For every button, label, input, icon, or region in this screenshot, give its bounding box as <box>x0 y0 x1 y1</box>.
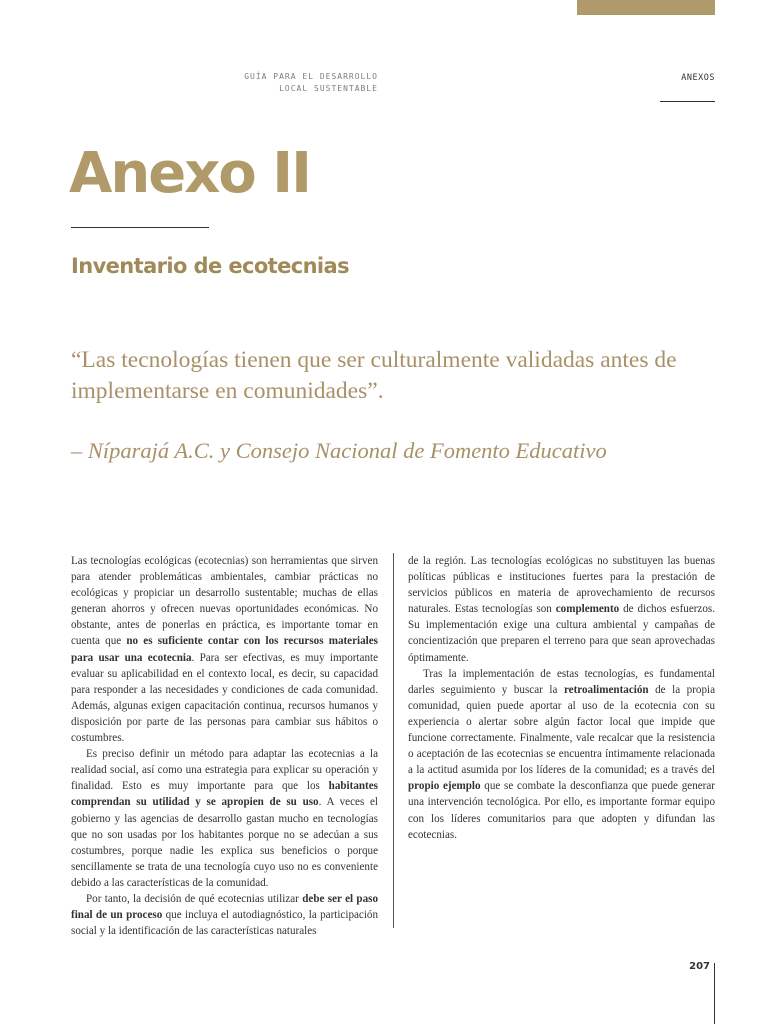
page-number: 207 <box>689 961 710 972</box>
body-left-column <box>71 553 378 939</box>
running-title-line2: LOCAL SUSTENTABLE <box>279 84 378 93</box>
section-rule <box>660 101 715 102</box>
running-title-line1: GUÍA PARA EL DESARROLLO <box>244 72 378 81</box>
body-right-column <box>408 553 715 843</box>
text-run: que se combate la desconfianza que puede generar una intervención tecnológica. Por ello, es importante formar equipo con los líderes comunitarios para que adopten y difundan las ecotecnias. <box>408 780 715 841</box>
body-paragraph <box>71 891 378 939</box>
section-label: ANEXOS <box>681 73 715 83</box>
text-run: Tras la implementación de estas tecnologías, es fundamental darles seguimiento y buscar la <box>408 667 715 696</box>
text-run: . A veces el gobierno y las agencias de desarrollo gastan mucho en tecnologías que no son usadas por los habitantes porque no se adecúan a sus costumbres, porque nadie les explica sus beneficios o porque sencillamente se trata de una tecnología cuyo uso no es conveniente debido a las características de la comunidad. <box>71 796 378 889</box>
page-number-rule <box>714 963 715 1024</box>
emphasis-text: propio ejemplo <box>408 780 481 793</box>
text-run: . Para ser efectivas, es muy importante evaluar su aplicabilidad en el contexto local, es decir, su capacidad para responder a las necesidades y condiciones de cada comunidad. Además, algunas exigen capacitación continua, recursos humanos y disposición por parte de las personas para cambiar sus hábitos o costumbres. <box>71 651 378 745</box>
header-accent-bar <box>577 0 715 15</box>
text-run: Por tanto, la decisión de qué ecotecnias utilizar <box>86 892 303 905</box>
emphasis-text: retroalimentación <box>563 683 649 696</box>
body-paragraph <box>408 553 715 666</box>
text-run: Las tecnologías ecológicas (ecotecnias) son herramientas que sirven para atender problemáticas ambientales, cambiar prácticas no ecológicas y propiciar un desarrollo sustentable; muchas de ellas generan ahorros y ofrecen nuevas oportunidades económicas. No obstante, antes de ponerlas en práctica, es importante tomar en cuenta que <box>71 555 378 648</box>
emphasis-text: habitantes comprendan su utilidad y se apropien de su uso <box>71 780 378 809</box>
body-paragraph <box>408 666 715 843</box>
emphasis-text: no es suficiente contar con los recursos materiales para usar una ecotecnia <box>71 635 378 664</box>
page-subtitle: Inventario de ecotecnias <box>71 254 350 278</box>
text-run: de la región. Las tecnologías ecológicas no substituyen las buenas políticas públicas e instituciones fuertes para la prestación de servicios públicos en materia de aprovechamiento de recursos naturales. Estas tecnologías son <box>408 555 715 616</box>
body-paragraph <box>71 553 378 746</box>
epigraph-quote: “Las tecnologías tienen que ser culturalmente validadas antes de implementarse en comunidades”. <box>71 347 677 404</box>
text-run: que incluya el autodiagnóstico, la participación social y la identificación de las características naturales <box>71 909 379 938</box>
text-run: Es preciso definir un método para adaptar las ecotecnias a la realidad social, así como una estrategia para explicar su operación y finalidad. Esto es muy importante para que los <box>71 748 378 793</box>
text-run: de dichos esfuerzos. Su implementación exige una cultura ambiental y campañas de concientización que preparen el terreno para que sean aprovechadas óptimamente. <box>408 603 715 664</box>
epigraph-attribution: – Níparajá A.C. y Consejo Nacional de Fomento Educativo <box>71 438 607 463</box>
title-rule <box>71 227 209 228</box>
running-title <box>200 71 378 95</box>
emphasis-text: complemento <box>555 603 620 616</box>
body-paragraph <box>71 746 378 891</box>
emphasis-text: debe ser el paso final de un proceso <box>71 892 378 922</box>
page-title: Anexo II <box>69 141 310 206</box>
text-run: de la propia comunidad, quien puede aportar al uso de la ecotecnia con su experiencia o alertar sobre algún factor local que impide que funcione correctamente. Finalmente, vale recalcar que la resistencia o aceptación de las ecotecnias se encuentra íntimamente relacionada a la actitud asumida por los líderes de la comunidad; es a través del <box>408 683 716 777</box>
column-divider <box>393 553 394 928</box>
